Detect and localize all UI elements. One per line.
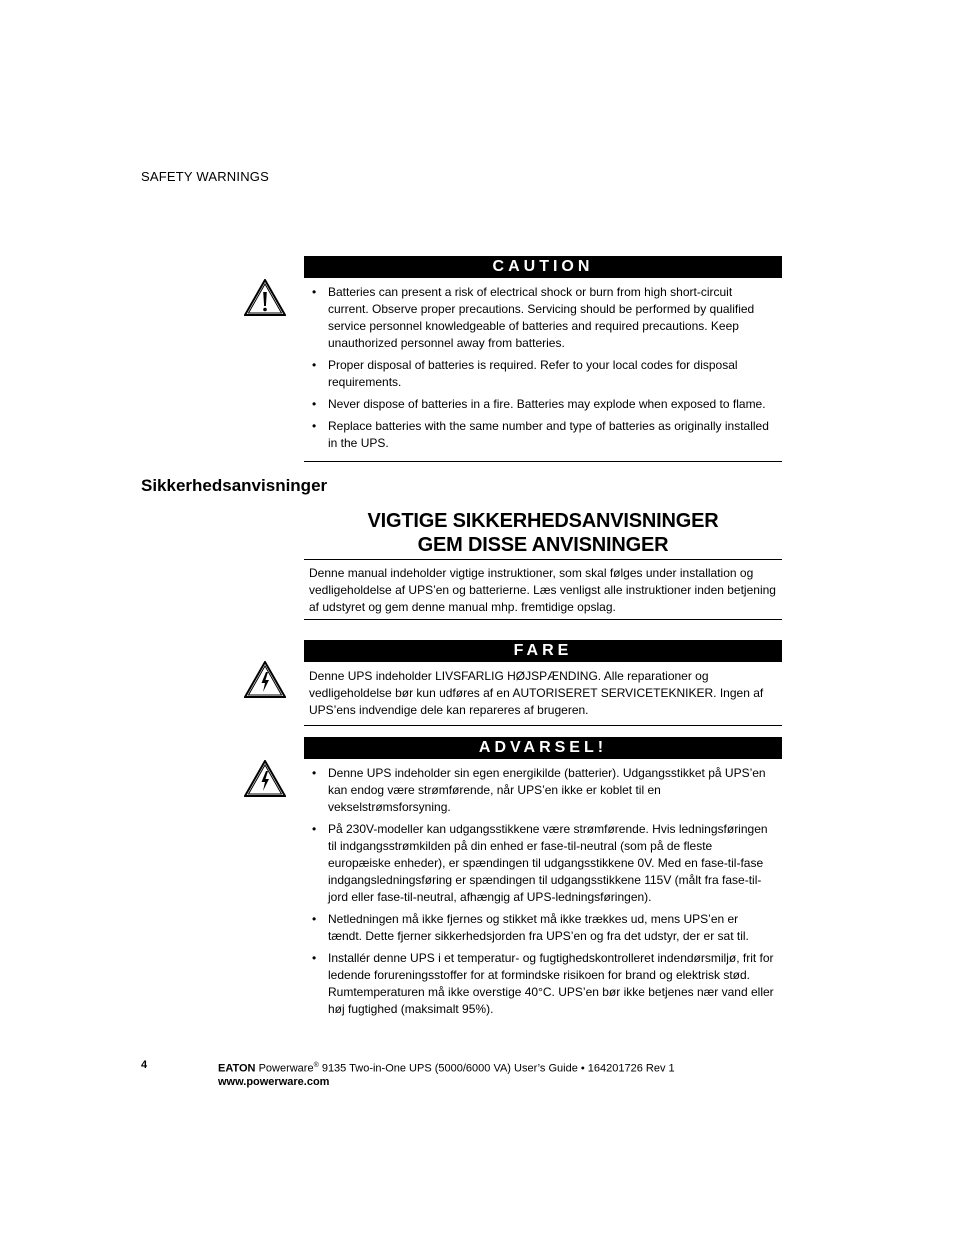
advarsel-notice (304, 737, 782, 1027)
intro-block (304, 560, 782, 620)
footer-product: Powerware (258, 1062, 314, 1075)
list-item: • Netledningen må ikke fjernes og stikket må ikke trækkes ud, mens UPS’en er tændt. Dette fjerner sikkerhedsjorden fra UPS’en og fra det udstyr, der er sat til. (328, 911, 774, 945)
main-heading (304, 509, 782, 557)
advarsel-list (304, 759, 782, 1027)
list-item: • Installér denne UPS i et temperatur- og fugtighedskontrolleret indendørsmiljø, frit for ledende forureningsstoffer for at formindske risikoen for brand og elektrisk stød. Rumtemperaturen må ikke overstige 40°C. UPS’en bør ikke betjenes nær vand eller høj fugtighed (maksimalt 95%). (328, 950, 774, 1018)
high-voltage-icon (244, 661, 286, 698)
fare-text: Denne UPS indeholder LIVSFARLIG HØJSPÆNDING. Alle reparationer og vedligeholdelse bør kun udføres af en AUTORISERET SERVICETEKNIKER. Ingen af UPS’ens indvendige dele kan repareres af brugeren. (309, 669, 764, 717)
list-item: • Never dispose of batteries in a fire. Batteries may explode when exposed to flame. (328, 396, 774, 413)
footer (218, 1059, 675, 1089)
caution-list (304, 278, 782, 461)
warning-exclamation-icon (244, 279, 286, 316)
list-item: • Replace batteries with the same number and type of batteries as originally installed in the UPS. (328, 418, 774, 452)
fare-notice (304, 640, 782, 726)
list-item: • Proper disposal of batteries is required. Refer to your local codes for disposal requirements. (328, 357, 774, 391)
subheading: Sikkerhedsanvisninger (141, 476, 328, 495)
footer-url[interactable]: www.powerware.com (218, 1075, 330, 1088)
page-number: 4 (141, 1059, 148, 1071)
main-heading-line2: GEM DISSE ANVISNINGER (417, 534, 669, 556)
section-header: SAFETY WARNINGS (141, 169, 269, 184)
caution-title: CAUTION (304, 256, 782, 278)
list-item: • På 230V-modeller kan udgangsstikkene være strømførende. Hvis ledningsføringen til indgangsstrømkilden på din enhed er fase-til-neutral (som på de fleste europæiske enheder), er spændingen til udgangsstikkene 0V. Med en fase-til-fase indgangsledningsføring er spændingen til udgangsstikkene 115V (målt fra fase-til-jord eller fase-til-neutral, afhængig af UPS-ledningsføringen). (328, 821, 774, 906)
caution-notice (304, 256, 782, 462)
divider (304, 619, 782, 620)
footer-doc: 9135 Two-in-One UPS (5000/6000 VA) User’s Guide • 164201726 Rev 1 (318, 1062, 675, 1075)
advarsel-title: ADVARSEL! (304, 737, 782, 759)
footer-brand: EATON (218, 1062, 256, 1075)
intro-text: Denne manual indeholder vigtige instruktioner, som skal følges under installation og vedligeholdelse af UPS’en og batterierne. Læs venligst alle instruktioner inden betjening af udstyret og gem denne manual mhp. fremtidige opslag. (309, 566, 776, 614)
main-heading-line1: VIGTIGE SIKKERHEDSANVISNINGER (367, 510, 719, 532)
registered-mark: ® (313, 1062, 319, 1069)
list-item: • Batteries can present a risk of electrical shock or burn from high short-circuit current. Observe proper precautions. Servicing should be performed by qualified service personnel knowledgeable of batteries and required precautions. Keep unauthorized personnel away from batteries. (328, 284, 774, 352)
fare-title: FARE (304, 640, 782, 662)
list-item: • Denne UPS indeholder sin egen energikilde (batterier). Udgangsstikket på UPS’en kan endog være strømførende, når UPS’en ikke er koblet til en vekselstrømsforsyning. (328, 765, 774, 816)
high-voltage-icon (244, 760, 286, 797)
